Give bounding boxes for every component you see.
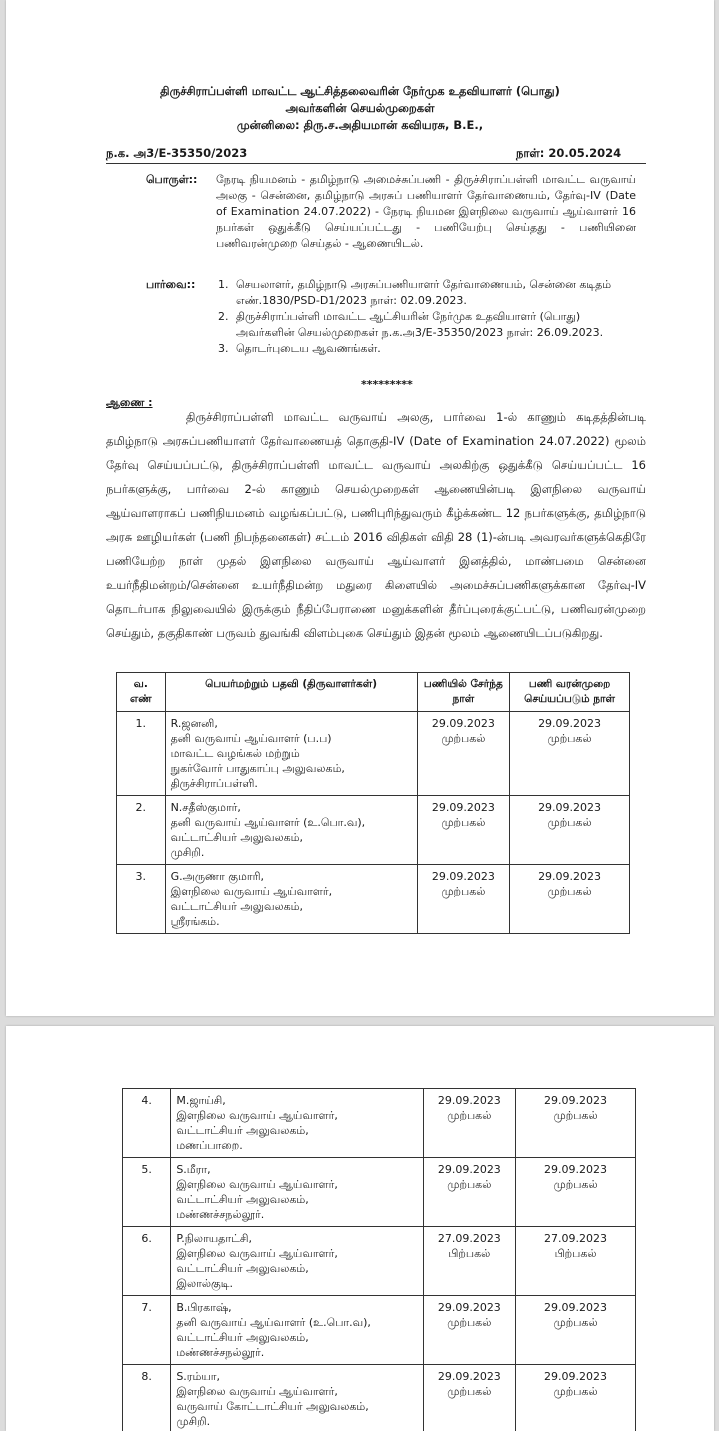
row-serial: 1. [117, 712, 166, 796]
row-join-date: 29.09.2023 முற்பகல் [423, 1365, 516, 1431]
regularisation-table-part-2 [122, 1088, 636, 1431]
order-date: நாள்: 20.05.2024 [516, 146, 622, 160]
row-name-designation: M.ஜாய்சி, இளநிலை வருவாய் ஆய்வாளர், வட்டாட்சியர் அலுவலகம், மணப்பாறை. [171, 1089, 423, 1158]
row-reg-date: 27.09.2023 பிற்பகல் [516, 1227, 636, 1296]
table-row [123, 1158, 636, 1227]
row-serial: 3. [117, 865, 166, 934]
order-body: திருச்சிராப்பள்ளி மாவட்ட வருவாய் அலகு, பார்வை 1-ல் காணும் கடிதத்தின்படி தமிழ்நாடு அரசுப்பணியாளர் தேர்வாணையத் தொகுதி-IV (Date of Examination 24.07.2022) மூலம் தேர்வு செய்யப்பட்டு, திருச்சிராப்பள்ளி மாவட்ட வருவாய் அலகிற்கு ஒதுக்கீடு செய்யப்பட்ட 16 நபர்களுக்கு, பார்வை 2-ல் காணும் செயல்முறைகள் ஆணையின்படி இளநிலை வருவாய் ஆய்வாளராகப் பணிநியமனம் வழங்கப்பட்டு, பணிபுரிந்துவரும் கீழ்க்கண்ட 12 நபர்களுக்கு, தமிழ்நாடு அரசு ஊழியர்கள் (பணி நிபந்தனைகள்) சட்டம் 2016 விதிகள் விதி 28 (1)-ன்படி அவரவர்களுக்கெதிரே பணியேற்ற நாள் முதல் இளநிலை வருவாய் ஆய்வாளர் இனத்தில், மாண்பமை சென்னை உயர்நீதிமன்றம்/சென்னை உயர்நீதிமன்ற மதுரை கிளையில் அமைச்சுப்பணிகளுக்கான தேர்வு-IV தொடர்பாக நிலுவையில் இருக்கும் நீதிப்பேராணை மனுக்களின் தீர்ப்புரைக்குட்பட்டு, பணிவரன்முறை செய்தும், தகுதிகாண் பருவம் துவங்கி விளம்புகை செய்தும் இதன் மூலம் ஆணையிடப்படுகிறது. [106, 410, 646, 640]
row-serial: 6. [123, 1227, 171, 1296]
file-number: ந.க. அ3/E-35350/2023 [106, 146, 248, 160]
regularisation-table-part-1 [116, 672, 630, 934]
col-header-name: பெயர்மற்றும் பதவி (திருவாளர்கள்) [165, 673, 417, 712]
row-join-date: 27.09.2023 பிற்பகல் [423, 1227, 516, 1296]
table-row [123, 1089, 636, 1158]
row-name-designation: S.மீரா, இளநிலை வருவாய் ஆய்வாளர், வட்டாட்சியர் அலுவலகம், மண்ணச்சநல்லூர். [171, 1158, 423, 1227]
row-name-designation: B.பிரகாஷ், தனி வருவாய் ஆய்வாளர் (உ.பொ.வ), வட்டாட்சியர் அலுவலகம், மண்ணச்சநல்லூர். [171, 1296, 423, 1365]
header-presence-line: முன்னிலை: திரு.ச.அதியமான் கவியரசு, B.E., [236, 118, 484, 132]
reference-item: 2. திருச்சிராப்பள்ளி மாவட்ட ஆட்சியரின் நேர்முக உதவியாளர் (பொது) அவர்களின் செயல்முறைகள் ந.க.அ3/E-35350/2023 நாள்: 26.09.2023. [218, 310, 604, 339]
reference-item: 3. தொடர்புடைய ஆவணங்கள். [218, 342, 381, 355]
table-row [117, 796, 630, 865]
header-divider [106, 163, 646, 164]
row-join-date: 29.09.2023 முற்பகல் [423, 1296, 516, 1365]
col-header-joined: பணியில் சேர்ந்த நாள் [417, 673, 510, 712]
row-name-designation: N.சதீஸ்குமார், தனி வருவாய் ஆய்வாளர் (உ.பொ.வ), வட்டாட்சியர் அலுவலகம், முசிறி. [165, 796, 417, 865]
table-header-row [117, 673, 630, 712]
row-serial: 8. [123, 1365, 171, 1431]
row-join-date: 29.09.2023 முற்பகல் [417, 796, 510, 865]
row-reg-date: 29.09.2023 முற்பகல் [516, 1296, 636, 1365]
col-header-serial: வ. எண் [117, 673, 166, 712]
order-title: ஆணை : [106, 396, 153, 409]
table-row [117, 712, 630, 796]
table-row [123, 1296, 636, 1365]
row-reg-date: 29.09.2023 முற்பகல் [516, 1158, 636, 1227]
row-reg-date: 29.09.2023 முற்பகல் [516, 1365, 636, 1431]
row-reg-date: 29.09.2023 முற்பகல் [510, 796, 630, 865]
row-serial: 2. [117, 796, 166, 865]
row-reg-date: 29.09.2023 முற்பகல் [510, 712, 630, 796]
row-join-date: 29.09.2023 முற்பகல் [417, 712, 510, 796]
row-serial: 5. [123, 1158, 171, 1227]
header-proceedings-line: அவர்களின் செயல்முறைகள் [285, 101, 435, 115]
row-reg-date: 29.09.2023 முற்பகல் [516, 1089, 636, 1158]
row-join-date: 29.09.2023 முற்பகல் [417, 865, 510, 934]
col-header-regularised: பணி வரன்முறை செய்யப்படும் நாள் [510, 673, 630, 712]
header-office-line: திருச்சிராப்பள்ளி மாவட்ட ஆட்சித்தலைவரின் நேர்முக உதவியாளர் (பொது) [160, 84, 560, 98]
row-join-date: 29.09.2023 முற்பகல் [423, 1089, 516, 1158]
row-join-date: 29.09.2023 முற்பகல் [423, 1158, 516, 1227]
row-name-designation: P.நிலாயதாட்சி, இளநிலை வருவாய் ஆய்வாளர், வட்டாட்சியர் அலுவலகம், இலால்குடி. [171, 1227, 423, 1296]
table-row [123, 1365, 636, 1431]
row-name-designation: G.அருணா குமாரி, இளநிலை வருவாய் ஆய்வாளர், வட்டாட்சியர் அலுவலகம், ஸ்ரீரங்கம். [165, 865, 417, 934]
row-serial: 7. [123, 1296, 171, 1365]
row-name-designation: S.ரம்யா, இளநிலை வருவாய் ஆய்வாளர், வருவாய் கோட்டாட்சியர் அலுவலகம், முசிறி. [171, 1365, 423, 1431]
table-row [117, 865, 630, 934]
separator-stars: ********* [361, 378, 413, 391]
subject-text: நேரடி நியமனம் - தமிழ்நாடு அமைச்சுப்பணி - திருச்சிராப்பள்ளி மாவட்ட வருவாய் அலகு - சென்னை, தமிழ்நாடு அரசுப் பணியாளர் தேர்வாணையம், தேர்வு-IV (Date of Examination 24.07.2022) - நேரடி நியமன இளநிலை வருவாய் ஆய்வாளர் 16 நபர்கள் ஒதுக்கீடு செய்யப்பட்டது - பணியேற்பு செய்தது - பணியினை பணிவரன்முறை செய்தல் - ஆணையிடல். [216, 173, 636, 250]
row-serial: 4. [123, 1089, 171, 1158]
document-page-2 [6, 1026, 714, 1431]
references-label: பார்வை:: [146, 278, 196, 291]
references-list [218, 277, 636, 358]
table-row [123, 1227, 636, 1296]
row-reg-date: 29.09.2023 முற்பகல் [510, 865, 630, 934]
reference-item: 1. செயலாளர், தமிழ்நாடு அரசுப்பணியாளர் தேர்வாணையம், சென்னை கடிதம் எண்.1830/PSD-D1/2023 நாள்: 02.09.2023. [218, 278, 612, 307]
document-page-1 [6, 0, 714, 1016]
row-name-designation: R.ஜனனி, தனி வருவாய் ஆய்வாளர் (ப.ப) மாவட்ட வழங்கல் மற்றும் நுகர்வோர் பாதுகாப்பு அலுவலகம், திருச்சிராப்பள்ளி. [165, 712, 417, 796]
subject-label: பொருள்:: [146, 173, 198, 186]
